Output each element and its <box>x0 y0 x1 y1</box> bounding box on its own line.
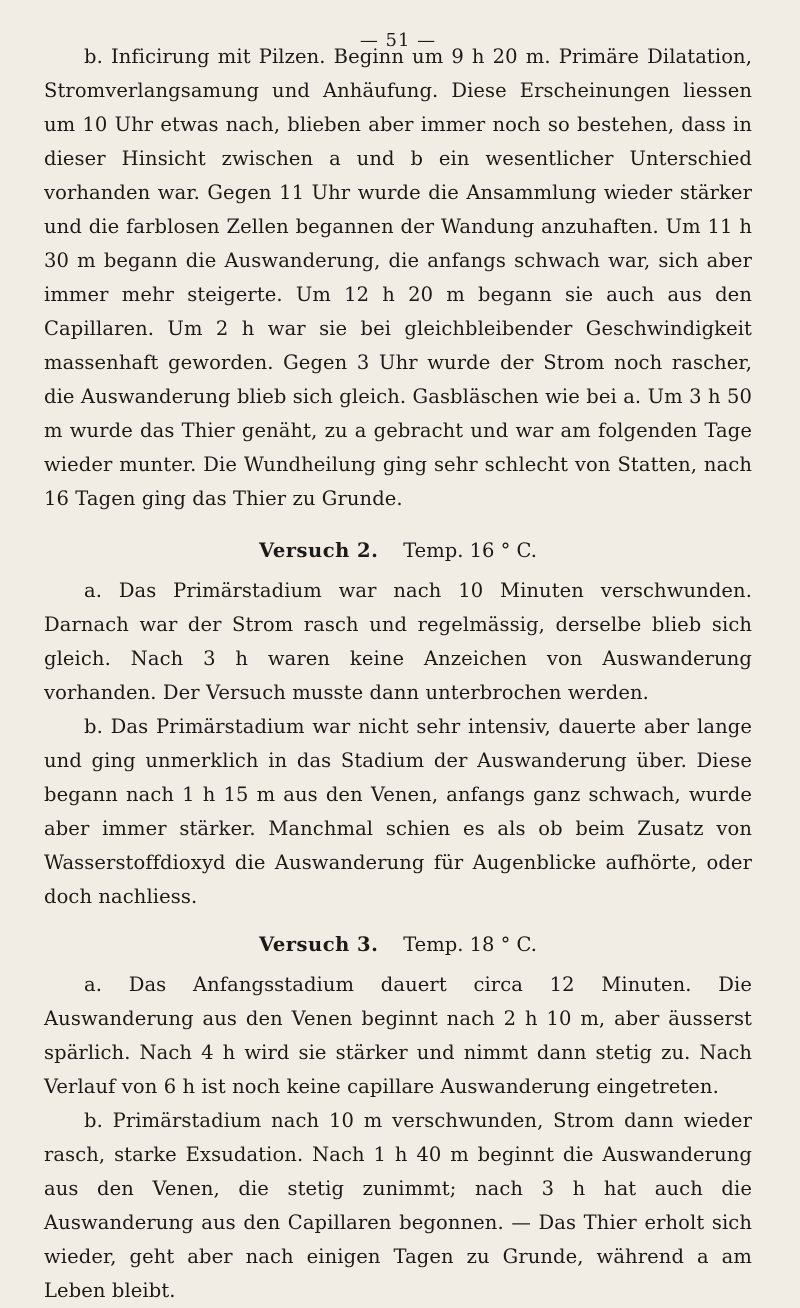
versuch-2-temp: Temp. 16 ° C. <box>403 539 537 562</box>
versuch-3-label: Versuch 3. <box>259 933 379 956</box>
versuch-2-paragraph-a: a. Das Primärstadium war nach 10 Minuten verschwunden. Darnach war der Strom rasch und regelmässig, derselbe blieb sich gleich. Nach 3 h waren keine Anzeichen von Auswanderung vorhanden. Der Versuch musste dann unterbrochen werden. <box>44 579 752 704</box>
versuch-2-paragraph-b: b. Das Primärstadium war nicht sehr intensiv, dauerte aber lange und ging unmerklich in das Stadium der Auswanderung über. Diese begann nach 1 h 15 m aus den Venen, anfangs ganz schwach, wurde aber immer stärker. Manchmal schien es als ob beim Zusatz von Wasserstoffdioxyd die Auswanderung für Augenblicke aufhörte, oder doch nachliess. <box>44 715 752 908</box>
paragraph-b-pilzen: b. Inficirung mit Pilzen. Beginn um 9 h 20 m. Primäre Dilatation, Stromverlangsamung und Anhäufung. Diese Erscheinungen liessen um 10 Uhr etwas nach, blieben aber immer noch so bestehen, dass in dieser Hinsicht zwischen a und b ein wesentlicher Unterschied vorhanden war. Gegen 11 Uhr wurde die Ansammlung wieder stärker und die farblosen Zellen begannen der Wandung anzuhaften. Um 11 h 30 m begann die Auswanderung, die anfangs schwach war, sich aber immer mehr steigerte. Um 12 h 20 m begann sie auch aus den Capillaren. Um 2 h war sie bei gleichbleibender Geschwindigkeit massenhaft geworden. Gegen 3 Uhr wurde der Strom noch rascher, die Auswanderung blieb sich gleich. Gasbläschen wie bei a. Um 3 h 50 m wurde das Thier genäht, zu a gebracht und war am folgenden Tage wieder munter. Die Wundheilung ging sehr schlecht von Statten, nach 16 Tagen ging das Thier zu Grunde. <box>44 45 752 510</box>
versuch-3-heading <box>44 928 752 962</box>
versuch-2-label: Versuch 2. <box>259 539 379 562</box>
versuch-3-paragraph-a: a. Das Anfangsstadium dauert circa 12 Minuten. Die Auswanderung aus den Venen beginnt nach 2 h 10 m, aber äusserst spärlich. Nach 4 h wird sie stärker und nimmt dann stetig zu. Nach Verlauf von 6 h ist noch keine capillare Auswanderung eingetreten. <box>44 973 752 1098</box>
page-number: — 51 — <box>359 30 437 51</box>
versuch-3-paragraph-b: b. Primärstadium nach 10 m verschwunden, Strom dann wieder rasch, starke Exsudation. Nach 1 h 40 m beginnt die Auswanderung aus den Venen, die stetig zunimmt; nach 3 h hat auch die Auswanderung aus den Capillaren begonnen. — Das Thier erholt sich wieder, geht aber nach einigen Tagen zu Grunde, während a am Leben bleibt. <box>44 1109 752 1302</box>
versuch-3-temp: Temp. 18 ° C. <box>403 933 537 956</box>
versuch-2-heading <box>44 534 752 568</box>
